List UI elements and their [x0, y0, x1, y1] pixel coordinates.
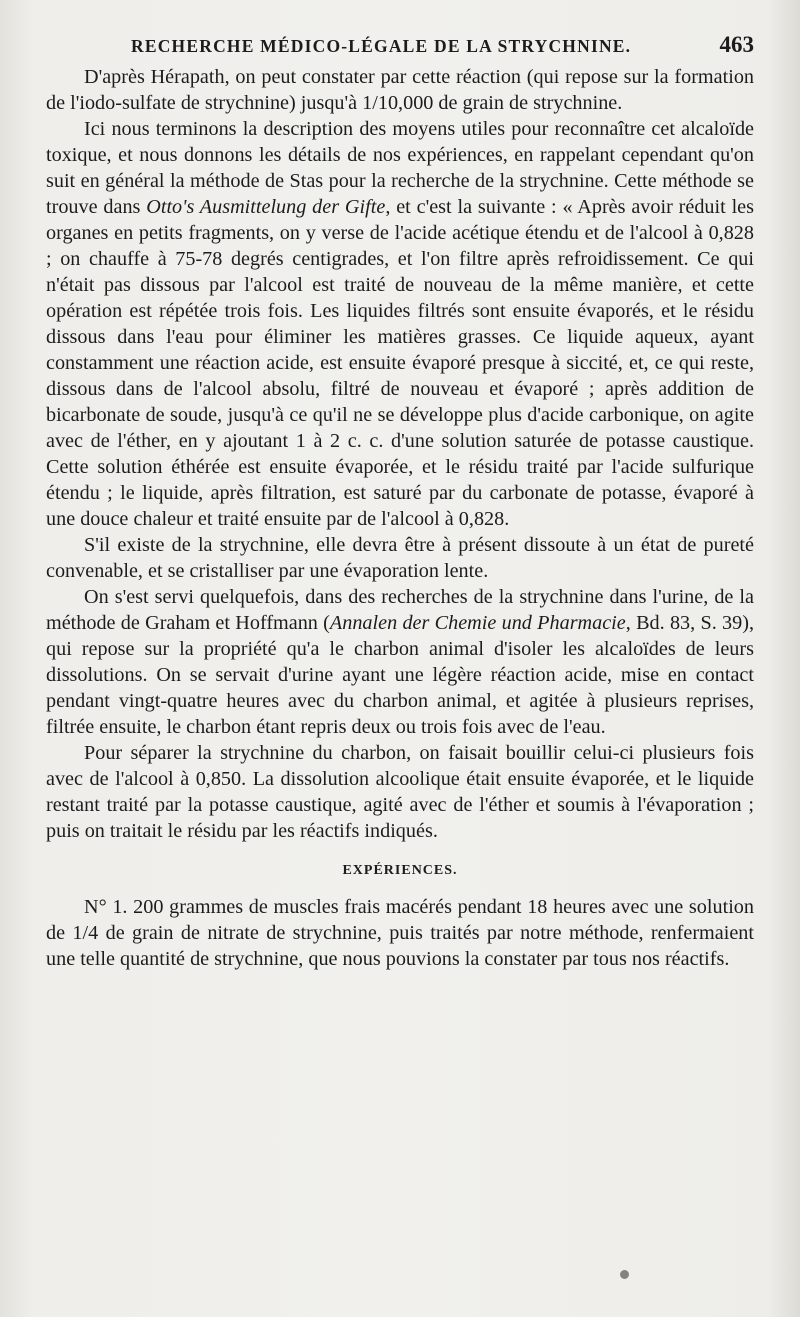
paragraph-text: N° 1. 200 grammes de muscles frais macérés pendant 18 heures avec une solution de 1/4 de grain de nitrate de strychnine, puis traités par notre méthode, renfermaient une telle quantité de strychnine, que nous pouvions la constater par tous nos réactifs.: [46, 896, 754, 970]
paragraph-herapath: [46, 64, 754, 116]
ink-spot: [620, 1270, 629, 1279]
paragraph-experiment-1: [46, 894, 754, 972]
paragraph-text: D'après Hérapath, on peut constater par cette réaction (qui repose sur la formation de l'iodo-sulfate de strychnine) jusqu'à 1/10,000 de grain de strychnine.: [46, 66, 754, 114]
body-text: [46, 64, 754, 972]
paragraph-text: On s'est servi quelquefois, dans des recherches de la strychnine dans l'urine, de la méthode de Graham et Hoffmann (: [46, 586, 754, 634]
page-number: 463: [719, 32, 754, 57]
paragraph-graham-hoffmann: [46, 584, 754, 740]
running-head: [46, 30, 754, 64]
section-heading: EXPÉRIENCES.: [342, 863, 458, 878]
paragraph-text: , et c'est la suivante : « Après avoir réduit les organes en petits fragments, on y verse de l'acide acétique étendu et de l'alcool à 0,828 ; on chauffe à 75-78 degrés centigrades, et l'on filtre après refroidissement. Ce qui n'était pas dissous par l'alcool est traité de nouveau de la même manière, et cette opération est répétée trois fois. Les liquides filtrés sont ensuite évaporés, et le résidu dissous dans l'eau pour éliminer les matières grasses. Ce liquide aqueux, ayant constamment une réaction acide, est ensuite évaporé presque à siccité, et, ce qui reste, dissous dans de l'alcool absolu, filtré de nouveau et évaporé ; après addition de bicarbonate de soude, jusqu'à ce qu'il ne se développe plus d'acide carbonique, on agite avec de l'éther, en y ajoutant 1 à 2 c. c. d'une solution saturée de potasse caustique. Cette solution éthérée est ensuite évaporée, et le résidu traité par l'acide sulfurique étendu ; le liquide, après filtration, est saturé par du carbonate de potasse, évaporé à une douce chaleur et traité ensuite par de l'alcool à 0,828.: [46, 196, 755, 530]
running-title: RECHERCHE MÉDICO-LÉGALE DE LA STRYCHNINE.: [131, 36, 632, 56]
paragraph-stas-method: [46, 116, 754, 532]
paragraph-separation: [46, 740, 754, 844]
citation-annalen: Annalen der Chemie und Pharmacie: [329, 612, 626, 634]
paragraph-text: Ici nous terminons la description des moyens utiles pour reconnaître cet alcaloïde toxique, et nous donnons les détails de nos expériences, en rappelant cependant qu'on suit en général la méthode de Stas pour la recherche de la strychnine. Cette méthode se trouve dans: [46, 118, 754, 218]
citation-otto: Otto's Ausmittelung der Gifte: [146, 196, 386, 218]
paragraph-text: Pour séparer la strychnine du charbon, on faisait bouillir celui-ci plusieurs fois avec de l'alcool à 0,850. La dissolution alcoolique était ensuite évaporée, et le liquide restant traité par la potasse caustique, agité avec de l'éther et soumis à l'évaporation ; puis on traitait le résidu par les réactifs indiqués.: [46, 742, 754, 842]
paragraph-text: , Bd. 83, S. 39), qui repose sur la propriété qu'a le charbon animal d'isoler les alcaloïdes de leurs dissolutions. On se servait d'urine ayant une légère réaction acide, mise en contact pendant vingt-quatre heures avec du charbon animal, et agitée à plusieurs reprises, filtrée ensuite, le charbon étant repris deux ou trois fois avec de l'eau.: [46, 612, 754, 738]
paragraph-purity: [46, 532, 754, 584]
paragraph-text: S'il existe de la strychnine, elle devra être à présent dissoute à un état de pureté convenable, et se cristalliser par une évaporation lente.: [46, 534, 754, 582]
